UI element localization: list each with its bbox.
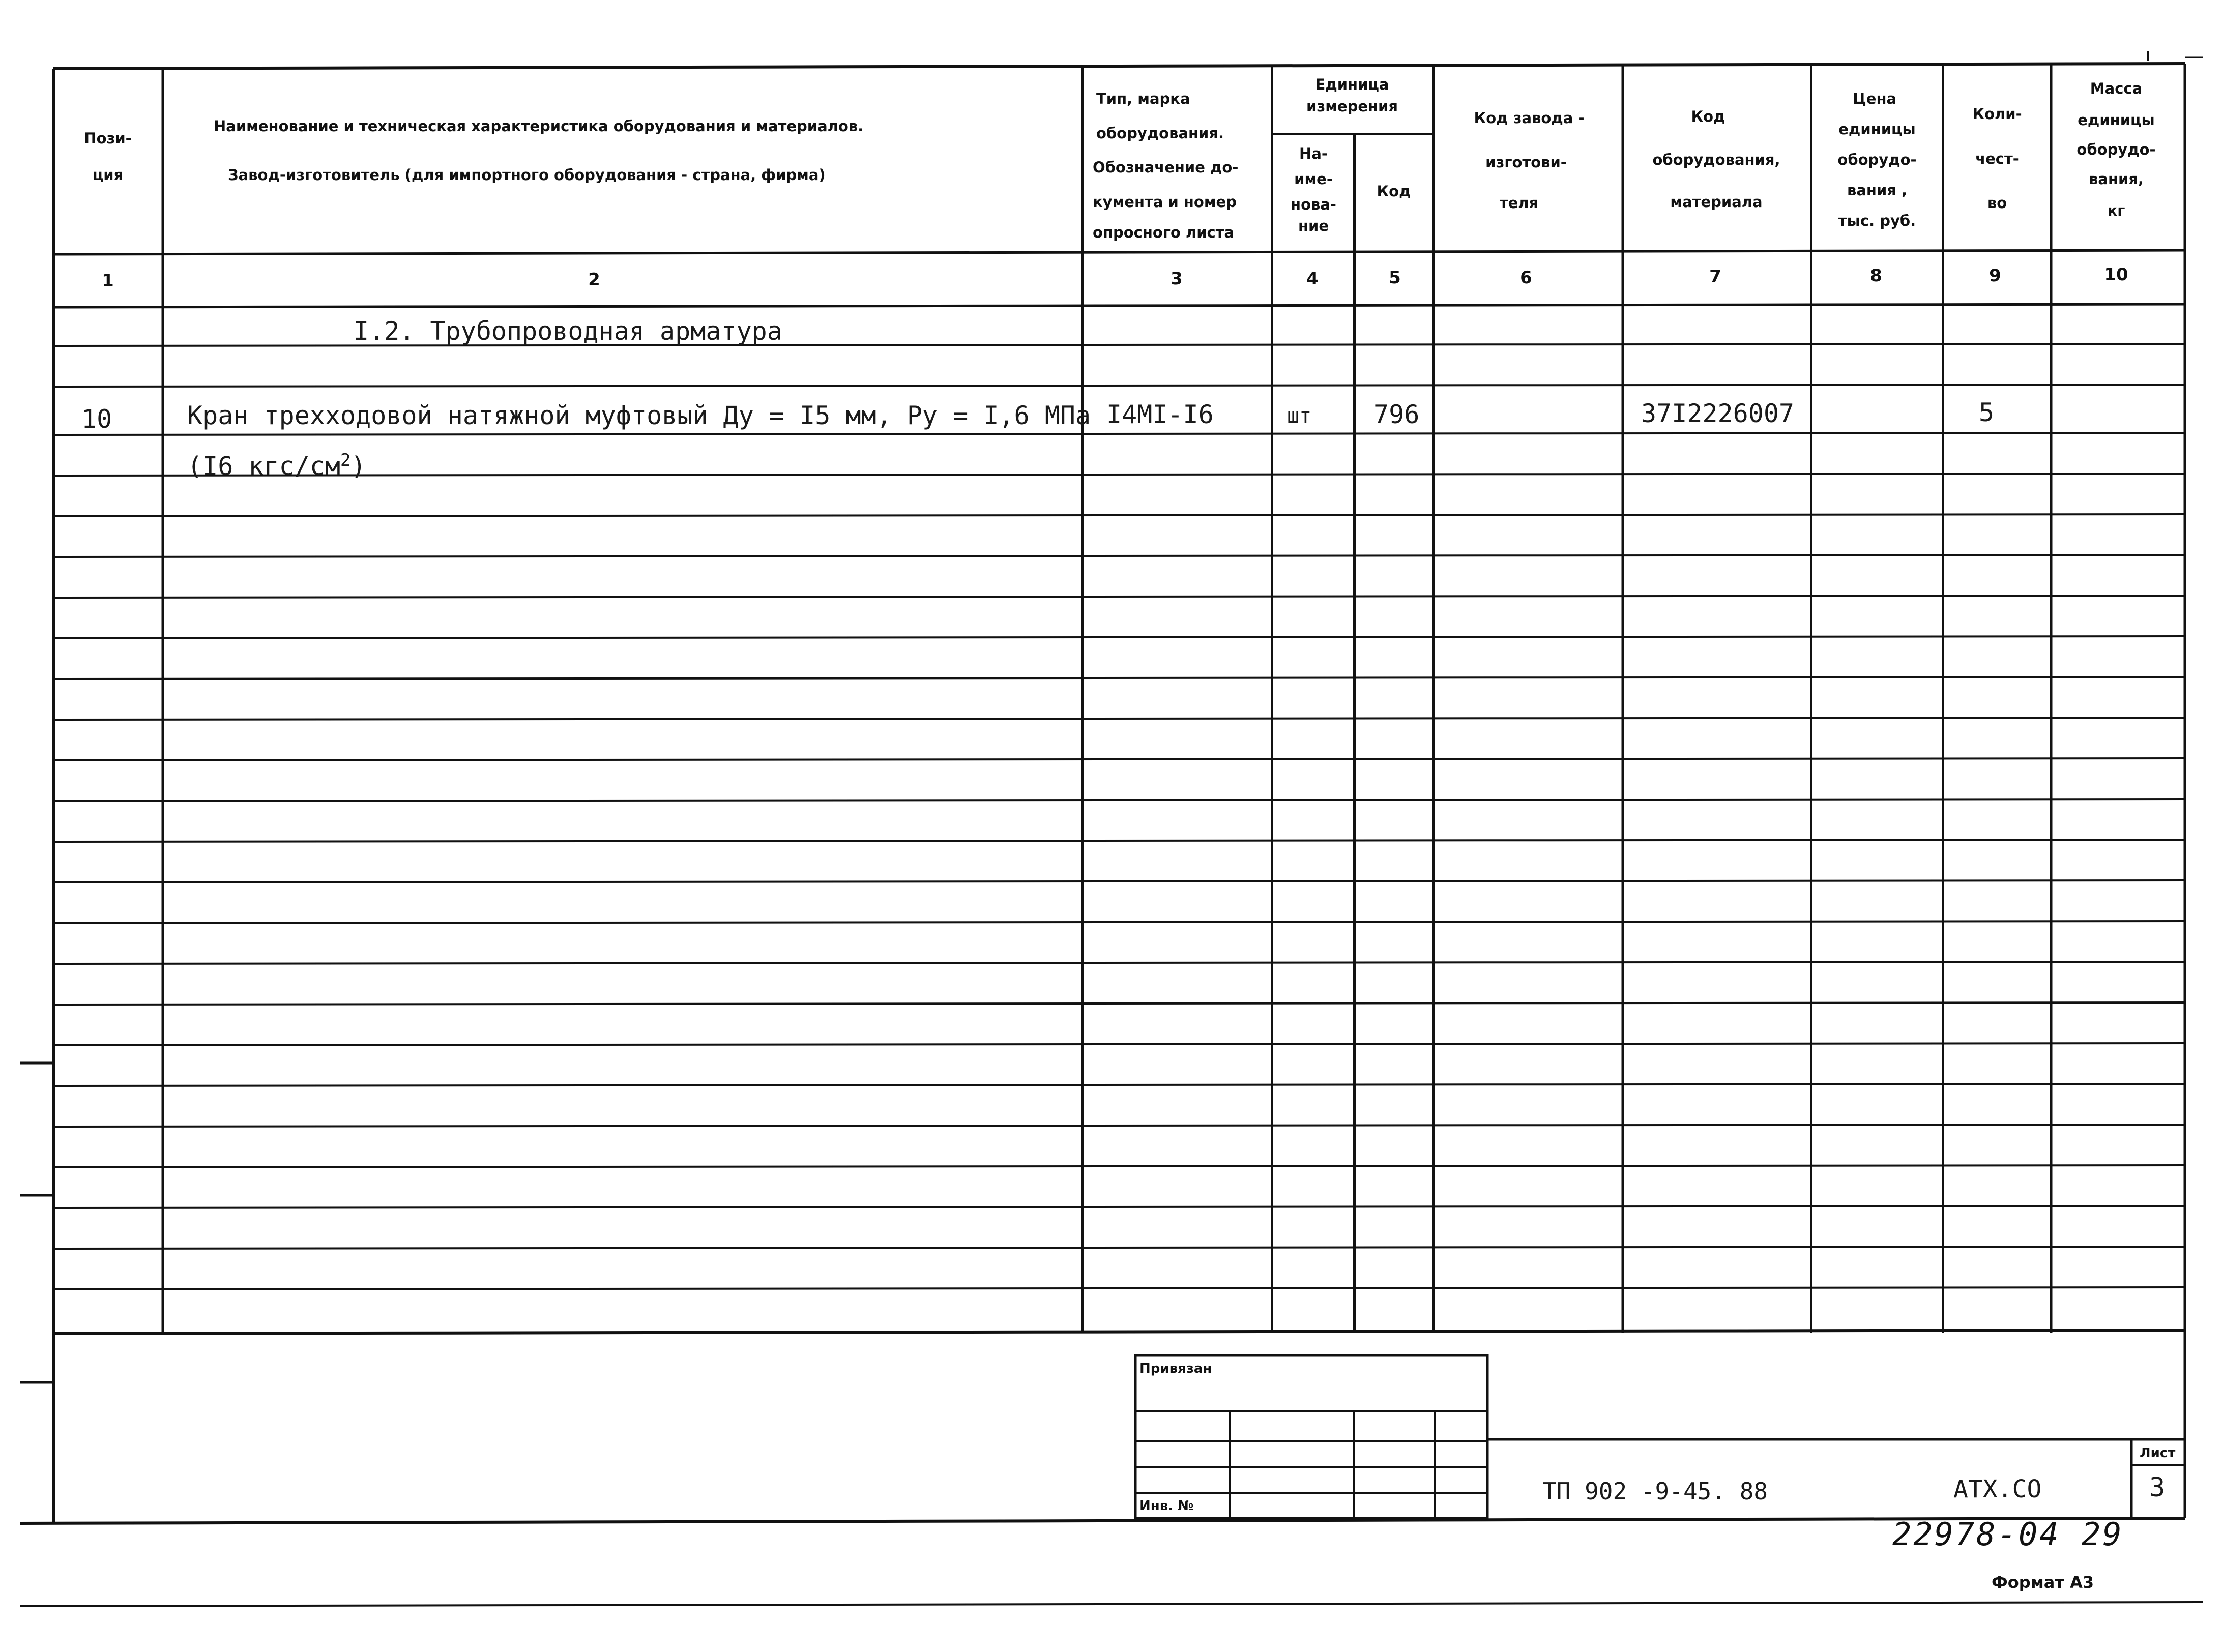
header-col7-line2: оборудования, [1652, 151, 1780, 168]
header-unit-line2: измерения [1306, 98, 1398, 115]
row-unit-name: шт [1287, 404, 1312, 428]
stamp-sheet-label: Лист [2140, 1446, 2176, 1461]
header-col3-line5: опросного листа [1093, 224, 1235, 241]
stamp-doc-code: ТП 902 -9-45. 88 [1542, 1478, 1768, 1505]
header-col3-line2: оборудования. [1096, 125, 1224, 142]
header-col2-line1: Наименование и техническая характеристика оборудования и материалов. [214, 117, 864, 135]
format-label: Формат А3 [1992, 1573, 2094, 1592]
header-col4-line2: име- [1294, 170, 1333, 188]
stamp-section: АТХ.СО [1953, 1475, 2042, 1503]
row-quantity: 5 [1979, 398, 1995, 427]
row-name-superscript: 2 [340, 450, 351, 470]
header-col1-line1: Пози- [84, 130, 132, 147]
column-number-3: 3 [1171, 269, 1183, 289]
stamp-sheet-number: 3 [2149, 1472, 2166, 1503]
header-col4-line1: На- [1299, 145, 1328, 162]
row-name-continuation: (I6 кгс/$см^2$) [187, 450, 366, 481]
row-name: Кран трехходовой натяжной муфтовый Ду = I5 мм, Ру = I,6 МПа [187, 401, 1091, 430]
row-unit-code: 796 [1373, 400, 1420, 429]
header-col6-line1: Код завода - [1474, 109, 1585, 127]
section-title: I.2. Трубопроводная арматура [354, 316, 782, 346]
column-number-4: 4 [1306, 269, 1319, 289]
header-col4-line3: нова- [1291, 196, 1336, 213]
stamp-inv-no: Инв. № [1139, 1498, 1194, 1514]
header-col6-line3: теля [1499, 194, 1539, 212]
column-number-8: 8 [1870, 266, 1882, 286]
header-col10-line2: единицы [2078, 111, 2155, 129]
header-col5: Код [1377, 183, 1411, 200]
header-col4-line4: ние [1298, 217, 1329, 234]
header-col9-line2: чест- [1975, 150, 2019, 167]
header-col10-line4: вания, [2089, 170, 2144, 188]
column-number-1: 1 [102, 271, 114, 291]
column-number-2: 2 [588, 270, 600, 290]
header-col3-line4: кумента и номер [1093, 193, 1237, 211]
row-type: I4МI-I6 [1106, 400, 1214, 429]
stamp-privyazan: Привязан [1139, 1361, 1212, 1376]
header-col2-line2: Завод-изготовитель (для импортного оборудования - страна, фирма) [228, 166, 826, 184]
header-col10-line5: кг [2107, 202, 2125, 219]
row-position: 10 [81, 404, 112, 434]
header-col10-line1: Масса [2090, 80, 2143, 97]
header-col8-line2: единицы [1838, 121, 1916, 138]
column-number-9: 9 [1989, 266, 2001, 286]
row-equipment-code: 37I2226007 [1641, 399, 1795, 428]
header-col9-line1: Коли- [1972, 105, 2022, 123]
column-number-5: 5 [1389, 268, 1401, 288]
handwritten-number: 22978-04 29 [1892, 1516, 2124, 1553]
header-col6-line2: изготови- [1485, 154, 1567, 171]
header-col3-line3: Обозначение до- [1093, 159, 1239, 176]
header-col8-line4: вания , [1847, 182, 1908, 199]
header-col3-line1: Тип, марка [1096, 90, 1190, 107]
column-number-7: 7 [1709, 267, 1721, 287]
header-col8-line1: Цена [1852, 90, 1897, 107]
header-col1-line2: ция [92, 166, 124, 184]
column-number-6: 6 [1520, 268, 1532, 288]
column-number-10: 10 [2104, 264, 2128, 285]
header-col7-line1: Код [1691, 108, 1725, 125]
header-col8-line3: оборудо- [1837, 151, 1917, 168]
header-col9-line3: во [1987, 194, 2007, 212]
header-col10-line3: оборудо- [2076, 141, 2156, 158]
header-unit-line1: Единица [1315, 76, 1389, 93]
header-col7-line3: материала [1670, 193, 1763, 211]
header-col8-line5: тыс. руб. [1838, 212, 1916, 229]
